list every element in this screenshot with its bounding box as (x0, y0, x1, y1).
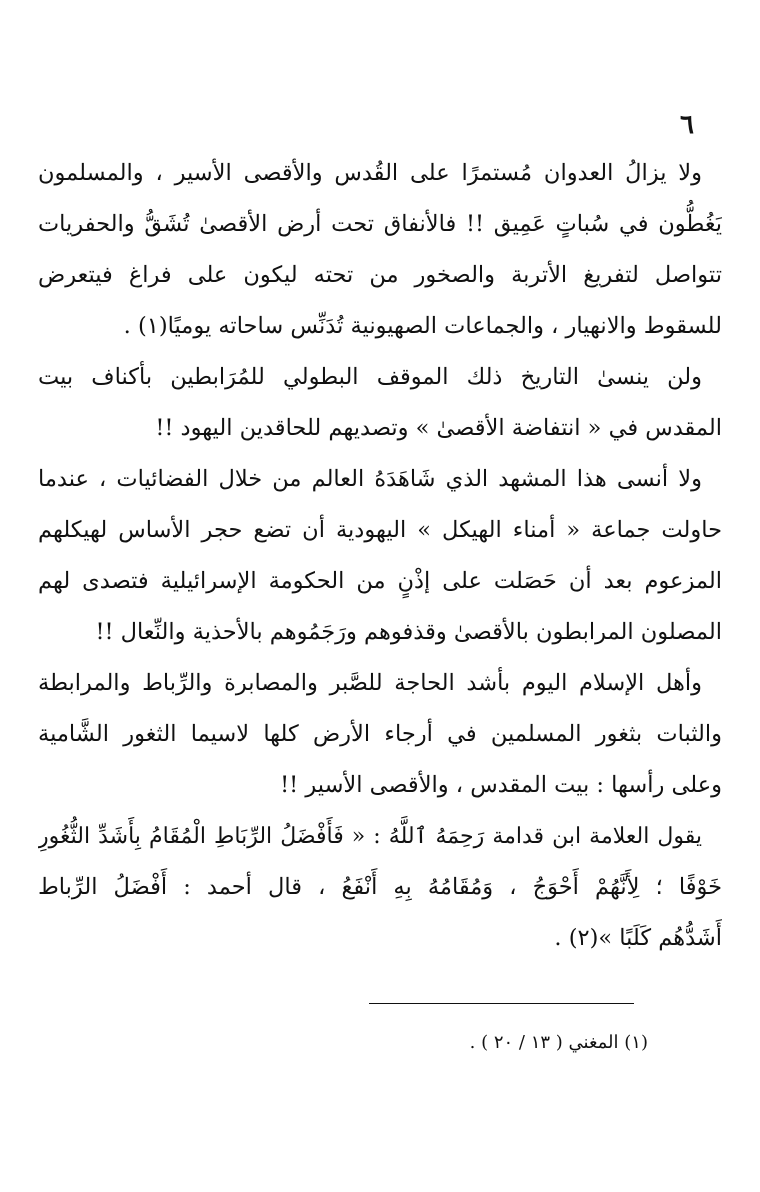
text-line: ولا أنسى هذا المشهد الذي شَاهَدَهُ العالم من خلال الفضائيات ، عندما (38, 466, 702, 492)
text-line: خَوْفًا ؛ لِأَنَّهُمْ أَحْوَجُ ، وَمُقَامُهُ بِهِ أَنْفَعُ ، قال أحمد : أَفْضَلُ الرِّباط (38, 874, 722, 900)
text-line: حاولت جماعة « أمناء الهيكل » اليهودية أن تضع حجر الأساس لهيكلهم (38, 517, 722, 543)
text-line: يقول العلامة ابن قدامة رَحِمَهُ ٱللَّهُ : « فَأَفْضَلُ الرِّبَاطِ الْمُقَامُ بِأَشَدِّ الثُّغُورِ (38, 824, 702, 849)
footnote: (١) المغني ( ١٣ / ٢٠ ) . (469, 1032, 648, 1053)
text-line: والثبات بثغور المسلمين في أرجاء الأرض كلها لاسيما الثغور الشَّامية (38, 721, 722, 747)
text-line: تتواصل لتفريغ الأتربة والصخور من تحته ليكون على فراغ فيتعرض (38, 262, 722, 288)
text-line: المقدس في « انتفاضة الأقصىٰ » وتصديهم للحاقدين اليهود !! (155, 415, 722, 441)
paragraph (38, 811, 722, 964)
text-line: وأهل الإسلام اليوم بأشد الحاجة للصَّبر والمصابرة والرِّباط والمرابطة (38, 670, 702, 696)
text-line: ولن ينسىٰ التاريخ ذلك الموقف البطولي للمُرَابطين بأكناف بيت (38, 364, 702, 390)
body-text (38, 148, 722, 964)
page-number: ٦ (680, 110, 694, 140)
text-line: للسقوط والانهيار ، والجماعات الصهيونية تُدَنِّس ساحاته يوميًا(١) . (123, 313, 722, 339)
text-line: وعلى رأسها : بيت المقدس ، والأقصى الأسير !! (280, 772, 722, 798)
text-line: أَشَدُّهُم كَلَبًا »(٢) . (554, 925, 722, 951)
text-line: ولا يزالُ العدوان مُستمرًا على القُدس والأقصى الأسير ، والمسلمون (38, 160, 702, 186)
text-line: يَغُطُّون في سُباتٍ عَمِيق !! فالأنفاق تحت أرض الأقصىٰ تُشَقُّ والحفريات (38, 211, 722, 237)
footnote-separator (369, 1003, 634, 1004)
paragraph (38, 454, 722, 658)
paragraph (38, 352, 722, 454)
text-line: المزعوم بعد أن حَصَلت على إذْنٍ من الحكومة الإسرائيلية فتصدى لهم (38, 568, 722, 594)
paragraph (38, 148, 722, 352)
text-line: المصلون المرابطون بالأقصىٰ وقذفوهم ورَجَمُوهم بالأحذية والنِّعال !! (95, 619, 722, 645)
paragraph (38, 658, 722, 811)
